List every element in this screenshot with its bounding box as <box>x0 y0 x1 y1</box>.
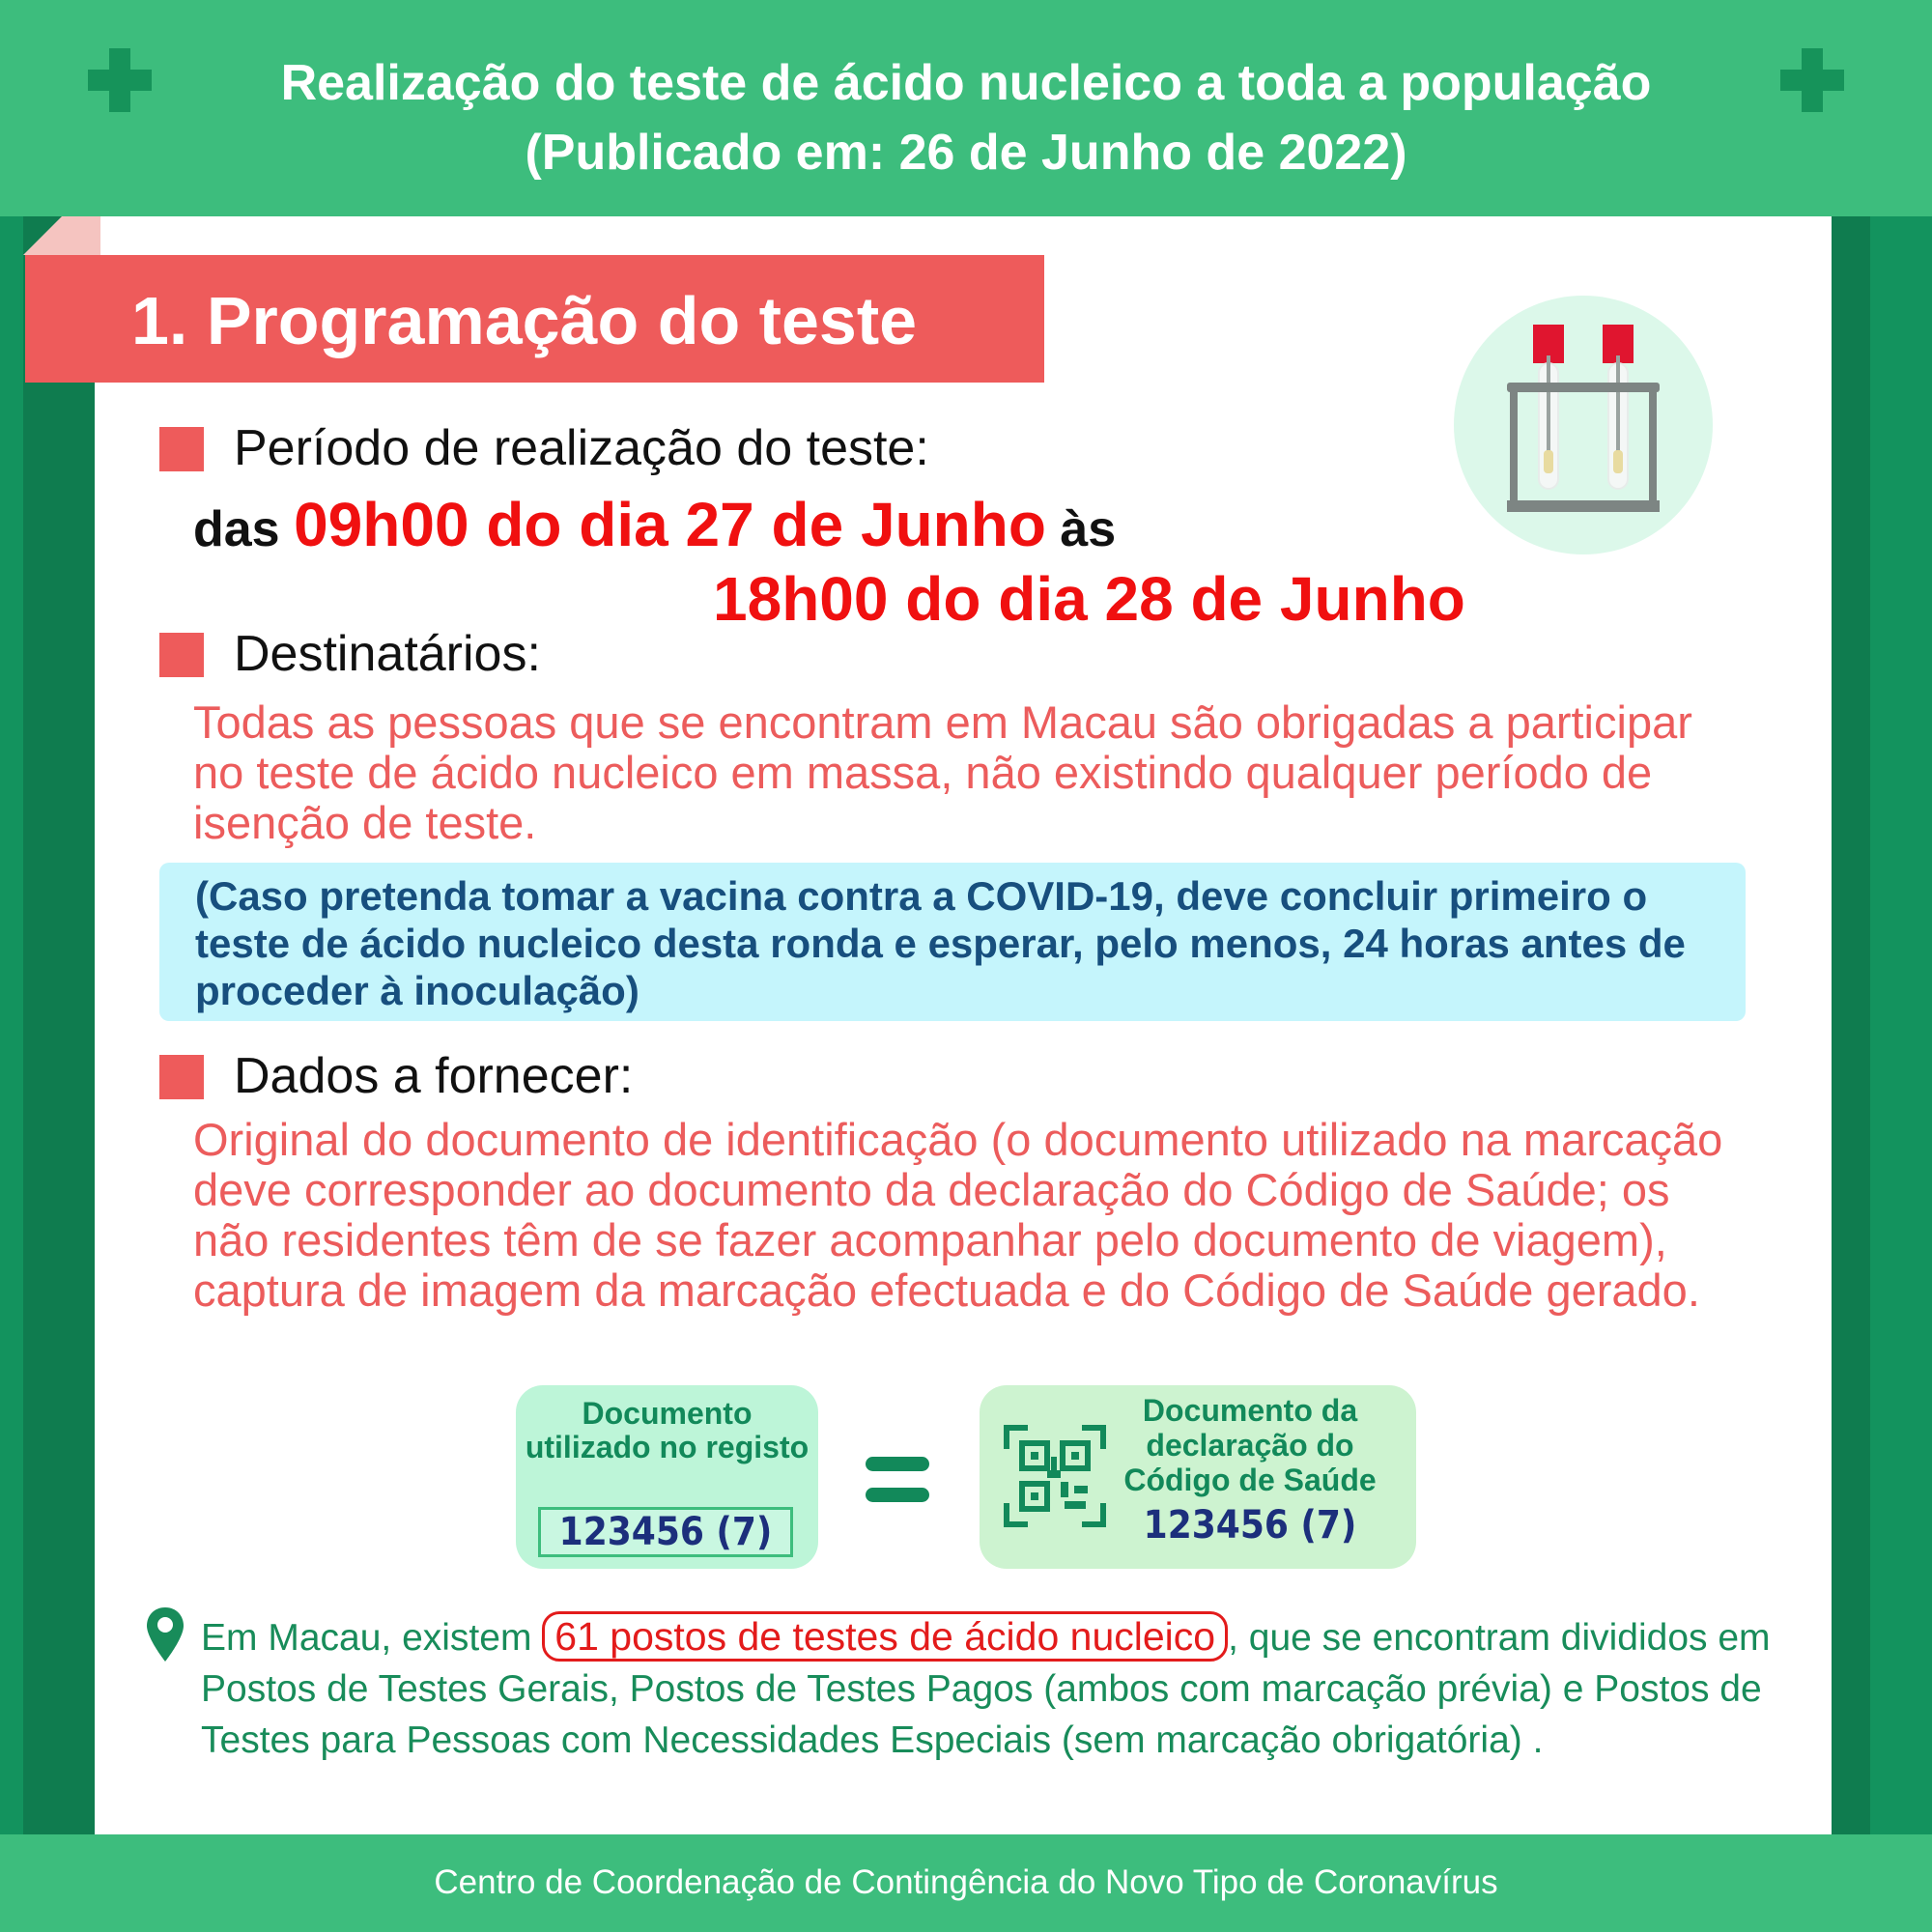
card-shadow-left <box>23 216 95 1834</box>
data-required-heading: Dados a fornecer: <box>234 1048 634 1104</box>
footer-text: Centro de Coordenação de Contingência do Novo Tipo de Coronavírus <box>434 1863 1498 1901</box>
qr-code-icon <box>1003 1424 1107 1528</box>
vaccine-note-text: (Caso pretenda tomar a vacina contra a COVID-19, deve concluir primeiro o teste de ácido nucleico desta ronda e esperar, pelo menos, 24 horas antes de proceder à inoculação) <box>195 873 1686 1013</box>
footer-bar <box>0 1834 1932 1932</box>
stations-info <box>201 1611 1785 1766</box>
registration-document-label: Documento utilizado no registo <box>525 1396 810 1464</box>
section-banner <box>25 255 1044 383</box>
recipients-text: Todas as pessoas que se encontram em Macau são obrigadas a participar no teste de ácido nucleico em massa, não existindo qualquer período de isenção de teste. <box>193 696 1692 848</box>
bullet-marker <box>159 427 204 471</box>
title-line-1: Realização do teste de ácido nucleico a toda a população <box>280 55 1652 111</box>
page-title <box>155 48 1777 187</box>
location-pin-icon <box>145 1605 185 1663</box>
recipients-heading: Destinatários: <box>234 626 541 682</box>
period-connector: às <box>1060 501 1117 557</box>
health-code-document-card <box>980 1385 1416 1569</box>
plus-cross-icon <box>88 48 152 112</box>
bullet-marker <box>159 633 204 677</box>
title-line-2: (Publicado em: 26 de Junho de 2022) <box>525 125 1407 181</box>
registration-document-id: 123456 (7) <box>538 1507 793 1557</box>
registration-document-card <box>516 1385 818 1569</box>
bullet-marker <box>159 1055 204 1099</box>
data-required-text: Original do documento de identificação (o documento utilizado na marcação deve corresponder ao documento da declaração do Código de Saúde; os não residentes têm de se fazer acompanhar pelo documento de viagem), captura de imagem da marcação efectuada e do Código de Saúde gerado. <box>193 1114 1723 1316</box>
period-start: 09h00 do dia 27 de Junho <box>294 490 1046 559</box>
equals-icon <box>866 1457 929 1503</box>
card-shadow-right <box>1832 216 1870 1834</box>
period-prefix: das <box>193 501 280 557</box>
health-code-document-id: 123456 (7) <box>1143 1503 1357 1548</box>
vaccine-note <box>159 863 1746 1021</box>
section-title: 1. Programação do teste <box>131 283 918 358</box>
health-code-document-label: Documento da declaração do Código de Saúde <box>1123 1393 1377 1497</box>
period-heading: Período de realização do teste: <box>234 420 929 476</box>
stations-prefix: Em Macau, existem <box>201 1617 532 1659</box>
stations-highlight: 61 postos de testes de ácido nucleico <box>542 1611 1228 1662</box>
stations-suffix: , que se encontram divididos em Postos de Testes Gerais, Postos de Testes Pagos (ambos com marcação prévia) e Postos de Testes para Pessoas com Necessidades Especiais (sem marcação obrigatória) . <box>201 1617 1771 1761</box>
period-end: 18h00 do dia 28 de Junho <box>713 564 1465 634</box>
period-start-line <box>193 491 1116 563</box>
header-bar <box>0 0 1932 216</box>
test-tubes-icon <box>1454 296 1713 554</box>
plus-cross-icon <box>1780 48 1844 112</box>
